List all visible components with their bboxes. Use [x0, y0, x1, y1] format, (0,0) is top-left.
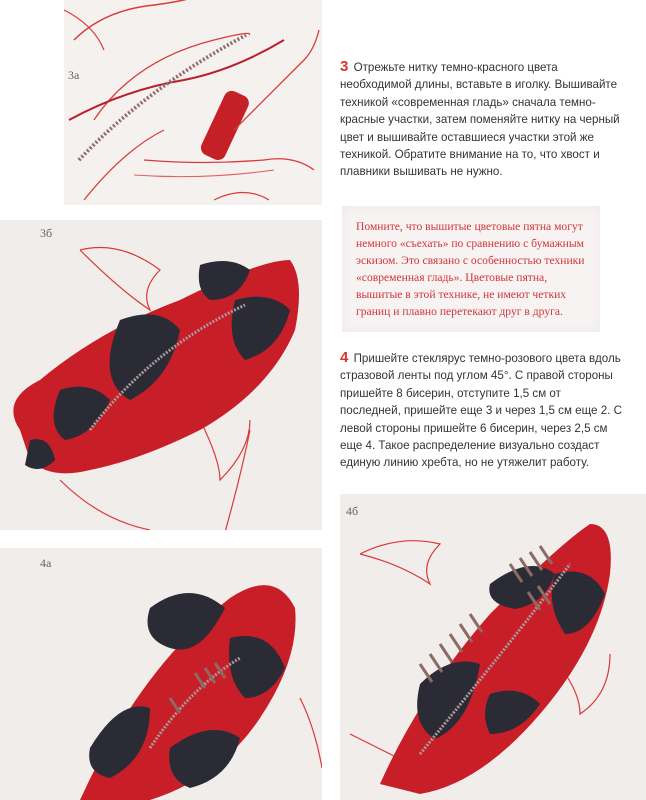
photo-3a-image: [64, 0, 322, 205]
step-4-text: Пришейте стеклярус темно-розового цвета вдоль стразовой ленты под углом 45°. С правой стороны пришейте 8 бисерин, отступите 1,5 см от последней, пришейте еще 3 и через 1,5 см еще 2. С левой стороны пришейте 6 бисерин, через 2,5 см еще 4. Такое распределение визуально создаст единую линию хребта, но не утяжелит работу.: [340, 352, 622, 470]
note-box: [342, 206, 600, 332]
photo-label-3a: 3а: [68, 68, 80, 82]
photo-label-4a: 4а: [40, 556, 52, 570]
step-4: [340, 349, 624, 472]
photo-4a: [0, 548, 322, 800]
step-3-number: 3: [340, 58, 349, 75]
photo-label-3b: 3б: [40, 226, 53, 240]
note-text: Помните, что вышитые цветовые пятна могут немного «съехать» по сравнению с бумажным эскизом. Это связано с особенностью техники «современная гладь». Цветовые пятна, вышитые в этой технике, не имеют четких границ и плавно перетекают друг в друга.: [356, 220, 585, 319]
photo-3a: [64, 0, 322, 205]
step-4-number: 4: [340, 349, 349, 366]
photo-4a-image: [0, 548, 322, 800]
step-3: [340, 58, 624, 181]
photo-3b: [0, 220, 322, 530]
photo-4b: [340, 494, 646, 800]
step-3-text: Отрежьте нитку темно-красного цвета необходимой длины, вставьте в иголку. Вышивайте техникой «современная гладь» сначала темно-красные участки, затем поменяйте нитку на черный цвет и вышивайте оставшиеся участки этой же техникой. Обратите внимание на то, что хвост и плавники вышивать не нужно.: [340, 61, 620, 179]
photo-4b-image: [340, 494, 646, 800]
photo-3b-image: [0, 220, 322, 530]
photo-label-4b: 4б: [346, 504, 359, 518]
